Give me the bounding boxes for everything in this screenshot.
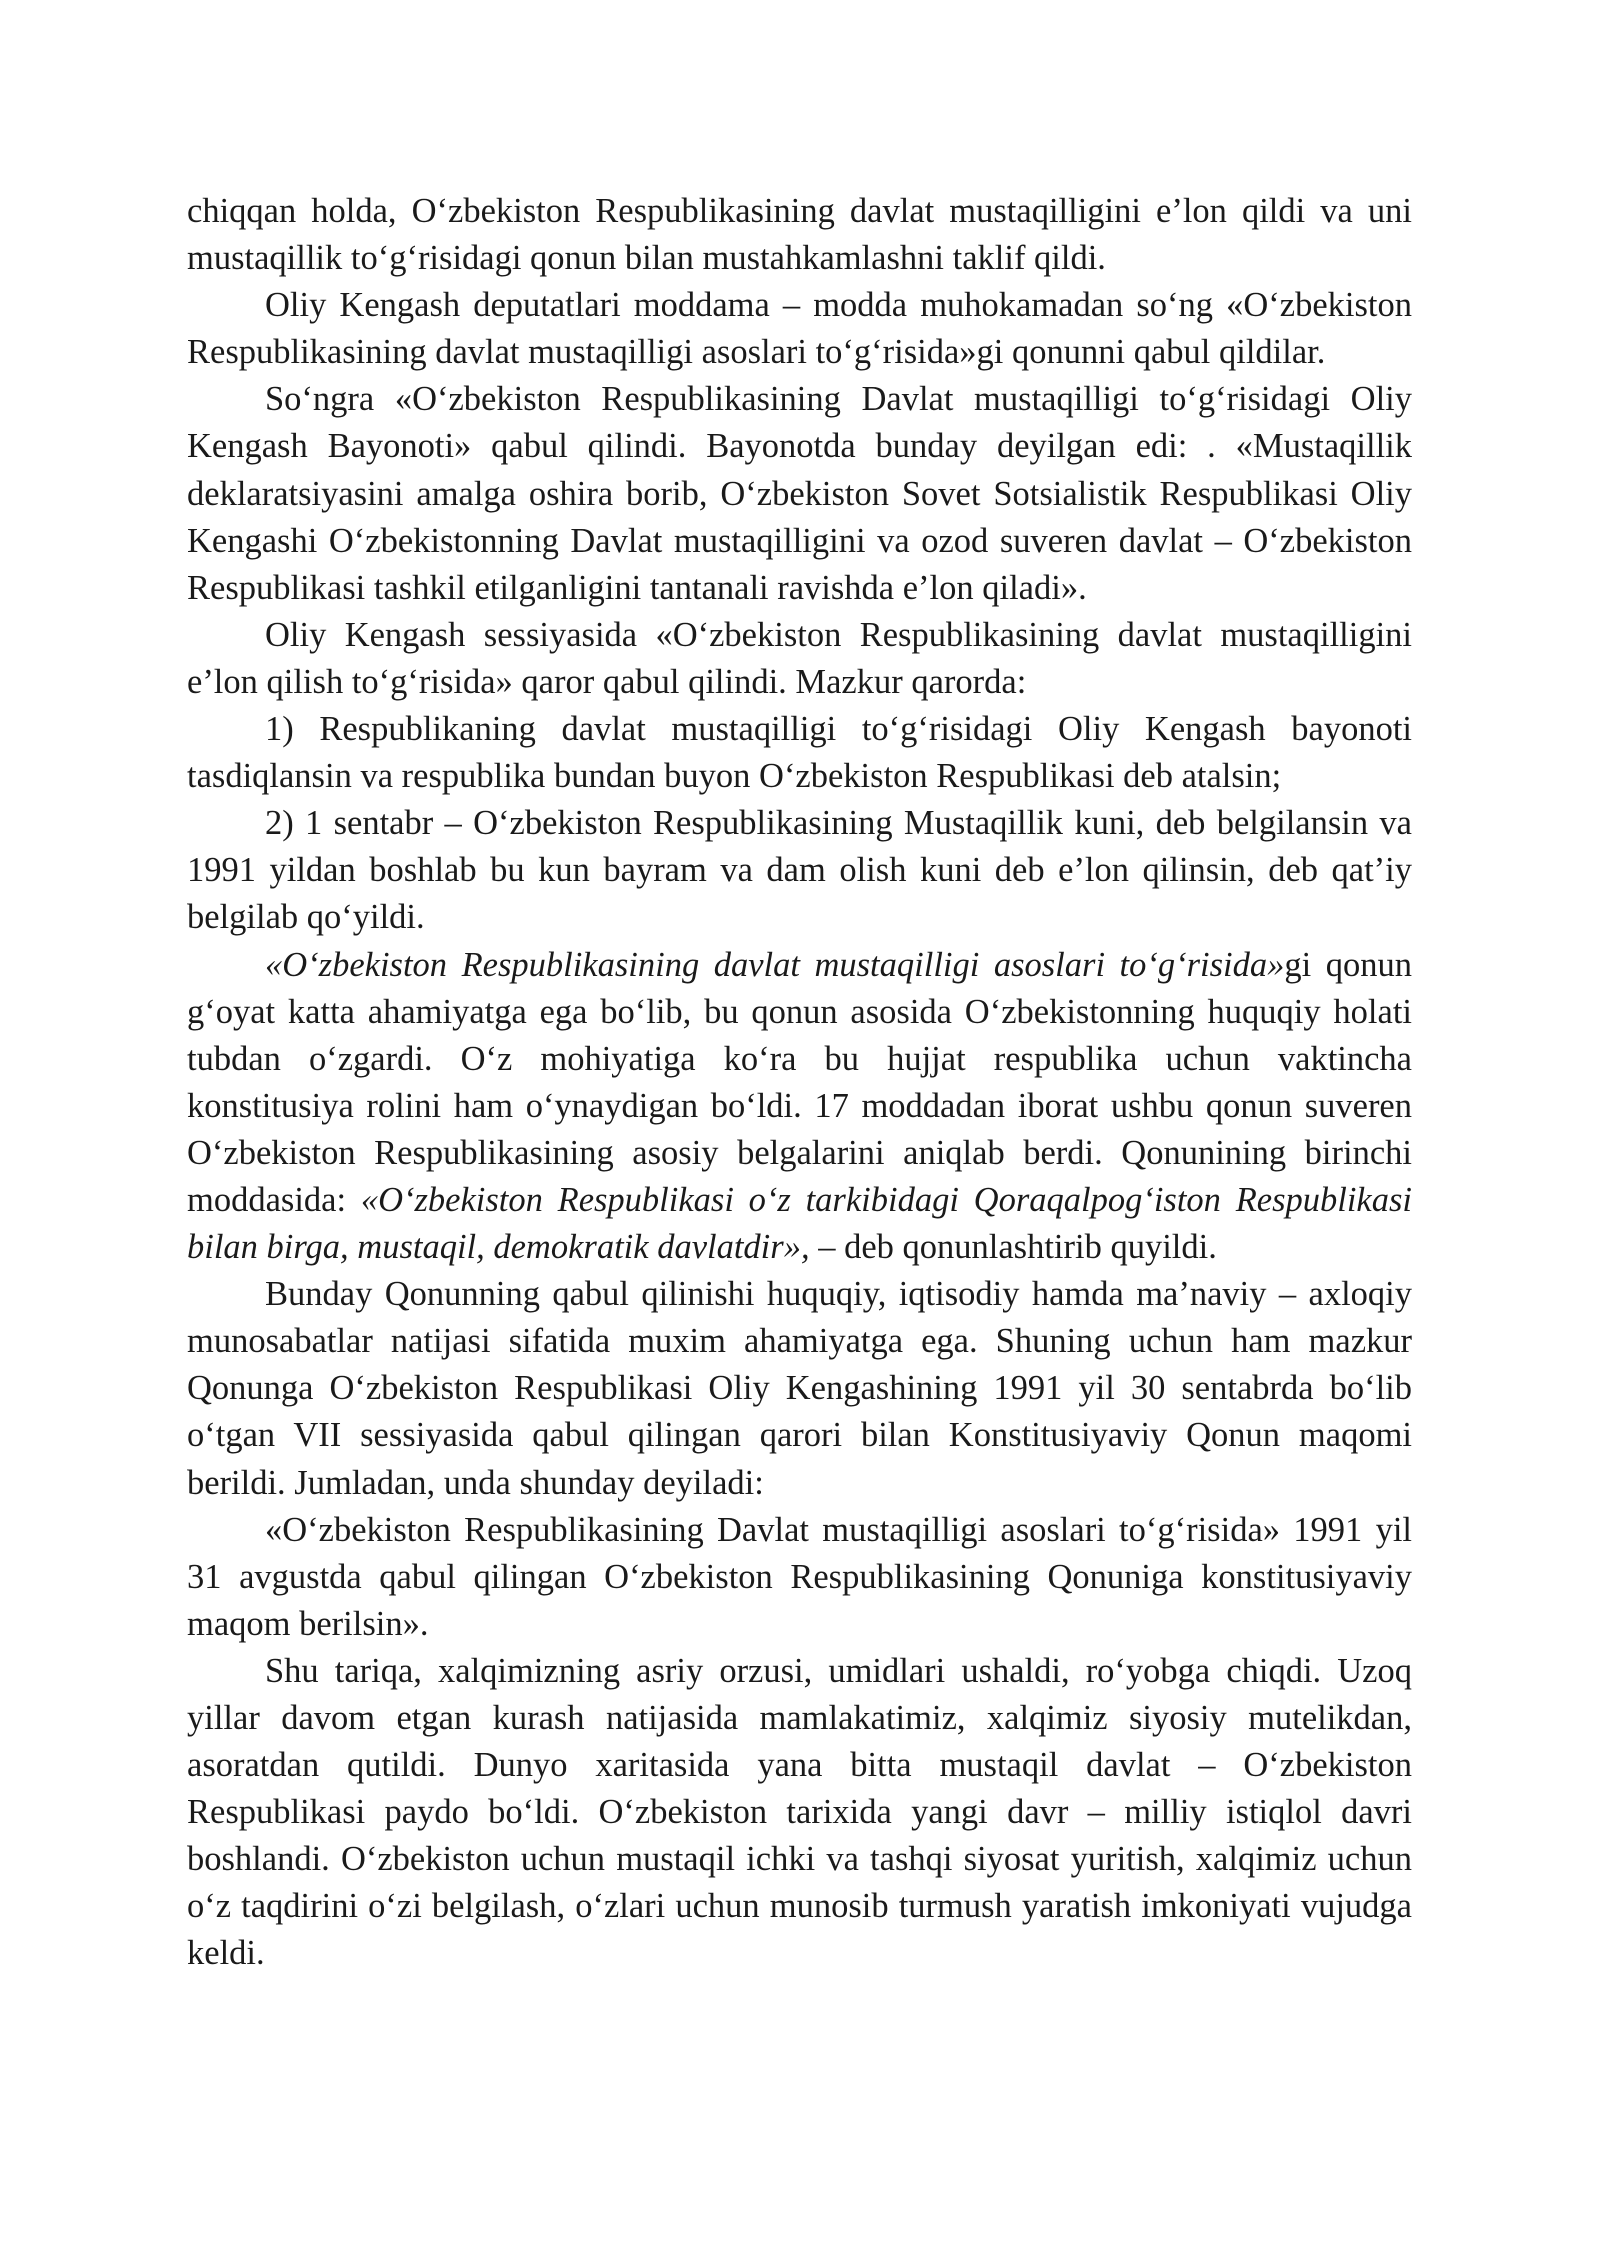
paragraph-7 xyxy=(187,942,1412,1272)
paragraph-4-text: Oliy Kengash sessiyasida «O‘zbekiston Respublikasining davlat mustaqilligini e’lon qilish to‘g‘risida» qaror qabul qilindi. Mazkur qarorda: xyxy=(187,615,1412,701)
paragraph-6-list-item-2 xyxy=(187,800,1412,941)
paragraph-10 xyxy=(187,1648,1412,1978)
paragraph-6-text: 2) 1 sentabr – O‘zbekiston Respublikasining Mustaqillik kuni, deb belgilansin va 1991 yildan boshlab bu kun bayram va dam olish kuni deb e’lon qilinsin, deb qat’iy belgilab qo‘yildi. xyxy=(187,804,1412,937)
paragraph-1 xyxy=(187,188,1412,282)
law-title-italic: «O‘zbekiston Respublikasining davlat mustaqilligi asoslari to‘g‘risida» xyxy=(265,945,1285,984)
paragraph-9-quote xyxy=(187,1507,1412,1648)
paragraph-5-list-item-1 xyxy=(187,706,1412,800)
paragraph-3 xyxy=(187,376,1412,611)
paragraph-3-text: So‘ngra «O‘zbekiston Respublikasining Davlat mustaqilligi to‘g‘risidagi Oliy Kengash Bayonoti» qabul qilindi. Bayonotda bunday deyilgan edi: . «Mustaqillik deklaratsiyasini amalga oshira borib, O‘zbekiston Sovet Sotsialistik Respublikasi Oliy Kengashi O‘zbekistonning Davlat mustaqilligini va ozod suveren davlat – O‘zbekiston Respublikasi tashkil etilganligini tantanali ravishda e’lon qiladi». xyxy=(187,380,1412,607)
paragraph-4 xyxy=(187,612,1412,706)
paragraph-1-text: chiqqan holda, O‘zbekiston Respublikasining davlat mustaqilligini e’lon qildi va uni mustaqillik to‘g‘risidagi qonun bilan mustahkamlashni taklif qildi. xyxy=(187,192,1412,278)
paragraph-7-text-a: gi qonun g‘oyat katta ahamiyatga ega bo‘lib, bu qonun asosida O‘zbekistonning huquqiy holati tubdan o‘zgardi. O‘z mohiyatiga ko‘ra bu hujjat respublika uchun vaktincha konstitusiya rolini ham o‘ynaydigan bo‘ldi. 17 moddadan iborat ushbu qonun suveren O‘zbekiston Respublikasining asosiy belgalarini aniqlab berdi. Qonunining birinchi moddasida: xyxy=(187,945,1412,1219)
document-page xyxy=(187,188,1412,1978)
paragraph-7-text-b: – deb qonunlashtirib quyildi. xyxy=(809,1228,1217,1267)
paragraph-10-text: Shu tariqa, xalqimizning asriy orzusi, umidlari ushaldi, ro‘yobga chiqdi. Uzoq yillar davom etgan kurash natijasida mamlakatimiz, xalqimiz siyosiy mutelikdan, asoratdan qutildi. Dunyo xaritasida yana bitta mustaqil davlat – O‘zbekiston Respublikasi paydo bo‘ldi. O‘zbekiston tarixida yangi davr – milliy istiqlol davri boshlandi. O‘zbekiston uchun mustaqil ichki va tashqi siyosat yuritish, xalqimiz uchun o‘z taqdirini o‘zi belgilash, o‘zlari uchun munosib turmush yaratish imkoniyati vujudga keldi. xyxy=(187,1651,1412,1973)
paragraph-9-text: «O‘zbekiston Respublikasining Davlat mustaqilligi asoslari to‘g‘risida» 1991 yil 31 avgustda qabul qilingan O‘zbekiston Respublikasining Qonuniga konstitusiyaviy maqom berilsin». xyxy=(187,1510,1412,1643)
paragraph-2-text: Oliy Kengash deputatlari moddama – modda muhokamadan so‘ng «O‘zbekiston Respublikasining davlat mustaqilligi asoslari to‘g‘risida»gi qonunni qabul qildilar. xyxy=(187,286,1412,372)
paragraph-5-text: 1) Respublikaning davlat mustaqilligi to‘g‘risidagi Oliy Kengash bayonoti tasdiqlansin va respublika bundan buyon O‘zbekiston Respublikasi deb atalsin; xyxy=(187,710,1412,796)
paragraph-8 xyxy=(187,1271,1412,1506)
article-one-quote-italic: «O‘zbekiston Respublikasi o‘z tarkibidagi Qoraqalpog‘iston Respublikasi bilan birga, mustaqil, demokratik davlatdir», xyxy=(187,1180,1412,1267)
paragraph-2 xyxy=(187,282,1412,376)
paragraph-8-text: Bunday Qonunning qabul qilinishi huquqiy, iqtisodiy hamda ma’naviy – axloqiy munosabatlar natijasi sifatida muxim ahamiyatga ega. Shuning uchun ham mazkur Qonunga O‘zbekiston Respublikasi Oliy Kengashining 1991 yil 30 sentabrda bo‘lib o‘tgan VII sessiyasida qabul qilingan qarori bilan Konstitusiyaviy Qonun maqomi berildi. Jumladan, unda shunday deyiladi: xyxy=(187,1275,1412,1502)
